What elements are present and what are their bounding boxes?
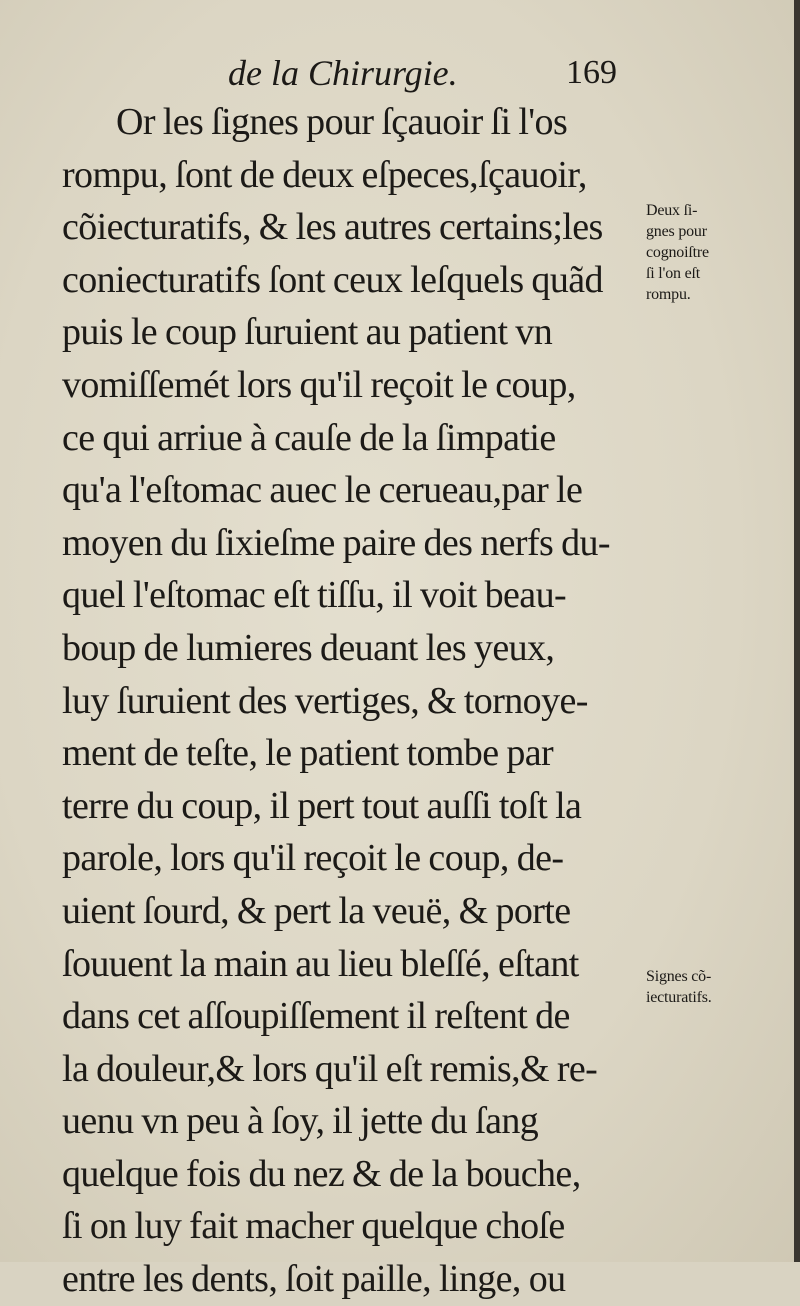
margin-note-line: ſi l'on eſt [646, 265, 701, 282]
text-line: Or les ſignes pour ſçauoir ſi l'os [116, 101, 568, 143]
page-header [0, 48, 800, 98]
text-line: quelque fois du nez & de la bouche, [62, 1152, 581, 1195]
text-line: luy ſuruient des vertiges, & tornoye- [62, 679, 588, 722]
text-line: rompu, ſont de deux eſpeces,ſçauoir, [62, 153, 587, 196]
text-line: quel l'eſtomac eſt tiſſu, il voit beau- [62, 574, 567, 617]
text-line: ce qui arriue à cauſe de la ſimpatie [62, 416, 556, 459]
margin-note-line: iecturatifs. [646, 989, 712, 1006]
text-line: cõiecturatifs, & les autres certains;les [62, 206, 603, 249]
margin-note-line: gnes pour [646, 223, 707, 240]
text-line: entre les dents, ſoit paille, linge, ou [62, 1258, 566, 1301]
text-line: terre du coup, il pert tout auſſi toſt la [62, 784, 582, 827]
text-line: moyen du ſixieſme paire des nerfs du- [62, 521, 610, 564]
text-line: ſi on luy fait macher quelque choſe [62, 1205, 565, 1248]
text-line: puis le coup ſuruient au patient vn [62, 311, 553, 354]
body-text [62, 96, 642, 1306]
running-title: de la Chirurgie. [228, 53, 458, 93]
text-line: ſouuent la main au lieu bleſſé, eſtant [62, 942, 579, 985]
text-line: uient ſourd, & pert la veuë, & porte [62, 889, 571, 932]
text-line: dans cet aſſoupiſſement il reſtent de [62, 995, 570, 1038]
text-line: parole, lors qu'il reçoit le coup, de- [62, 837, 564, 880]
text-line: la douleur,& lors qu'il eſt remis,& re- [62, 1047, 598, 1090]
margin-note-signes-coniecturatifs [646, 966, 790, 1008]
margin-note-line: rompu. [646, 286, 691, 303]
text-line: coniecturatifs ſont ceux leſquels quãd [62, 258, 603, 301]
page-number: 169 [566, 54, 617, 91]
margin-note-line: cognoiſtre [646, 244, 709, 261]
margin-note-deux-signes [646, 200, 790, 305]
margin-note-line: Deux ſi- [646, 202, 698, 219]
text-line: boup de lumieres deuant les yeux, [62, 626, 555, 669]
text-line: ment de teſte, le patient tombe par [62, 732, 554, 775]
page-edge-shadow [794, 0, 800, 1262]
text-line: vomiſſemét lors qu'il reçoit le coup, [62, 363, 576, 406]
text-line: uenu vn peu à ſoy, il jette du ſang [62, 1100, 539, 1143]
text-line: qu'a l'eſtomac auec le cerueau,par le [62, 469, 583, 512]
margin-note-line: Signes cõ- [646, 968, 712, 985]
